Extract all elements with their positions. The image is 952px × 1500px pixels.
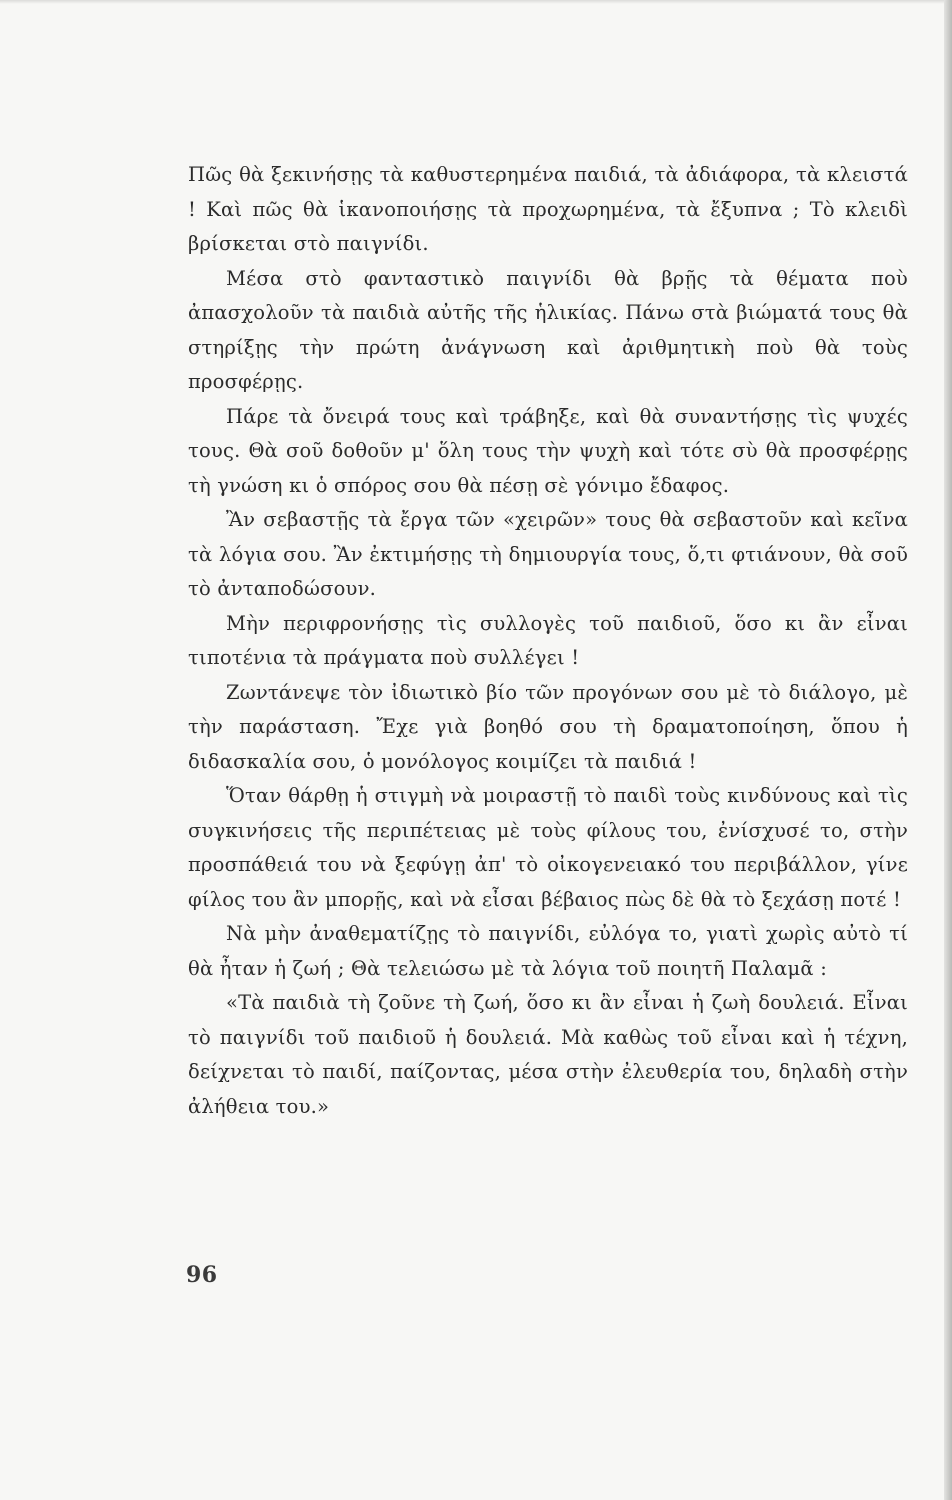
paragraph-quote: «Τὰ παιδιὰ τὴ ζοῦνε τὴ ζωή, ὅσο κι ἂν εἶναι ἡ ζωὴ δουλειά. Εἶναι τὸ παιγνίδι τοῦ παιδιοῦ ἡ δουλειά. Μὰ καθὼς τοῦ εἶναι καὶ ἡ τέχνη, δείχνεται τὸ παιδί, παίζοντας, μέσα στὴν ἐλευθερία του, δηλαδὴ στὴν ἀλήθεια του.»	[188, 991, 908, 1118]
paragraph: Νὰ μὴν ἀναθεματίζῃς τὸ παιγνίδι, εὐλόγα το, γιατὶ χωρὶς αὐτὸ τί θὰ ἦταν ἡ ζωή ; Θὰ τελειώσω μὲ τὰ λόγια τοῦ ποιητῆ Παλαμᾶ :	[188, 922, 908, 980]
paragraph: Ζωντάνεψε τὸν ἰδιωτικὸ βίο τῶν προγόνων σου μὲ τὸ διάλογο, μὲ τὴν παράσταση. Ἔχε γιὰ βοηθό σου τὴ δραματοποίηση, ὅπου ἡ διδασκαλία σου, ὁ μονόλογος κοιμίζει τὰ παιδιά !	[188, 680, 908, 773]
page-top-edge	[0, 0, 952, 4]
body-text	[188, 158, 908, 1124]
page-right-edge	[944, 0, 952, 1500]
paragraph: Ἂν σεβαστῇς τὰ ἔργα τῶν «χειρῶν» τους θὰ σεβαστοῦν καὶ κεῖνα τὰ λόγια σου. Ἂν ἐκτιμήσῃς τὴ δημιουργία τους, ὅ,τι φτιάνουν, θὰ σοῦ τὸ ἀνταποδώσουν.	[188, 508, 908, 600]
paragraph: Μὴν περιφρονήσῃς τὶς συλλογὲς τοῦ παιδιοῦ, ὅσο κι ἂν εἶναι τιποτένια τὰ πράγματα ποὺ συλλέγει !	[188, 611, 908, 669]
paragraph: Πάρε τὰ ὄνειρά τους καὶ τράβηξε, καὶ θὰ συναντήσῃς τὶς ψυχές τους. Θὰ σοῦ δοθοῦν μ' ὅλη τους τὴν ψυχὴ καὶ τότε σὺ θὰ προσφέρῃς τὴ γνώση κι ὁ σπόρος σου θὰ πέσῃ σὲ γόνιμο ἔδαφος.	[188, 404, 908, 497]
paragraph: Μέσα στὸ φανταστικὸ παιγνίδι θὰ βρῇς τὰ θέματα ποὺ ἀπασχολοῦν τὰ παιδιὰ αὐτῆς τῆς ἡλικίας. Πάνω στὰ βιώματά τους θὰ στηρίξῃς τὴν πρώτη ἀνάγνωση καὶ ἀριθμητικὴ ποὺ θὰ τοὺς προσφέρῃς.	[188, 266, 908, 393]
paragraph: Πῶς θὰ ξεκινήσῃς τὰ καθυστερημένα παιδιά, τὰ ἀδιάφορα, τὰ κλειστά ! Καὶ πῶς θὰ ἱκανοποιήσῃς τὰ προχωρημένα, τὰ ἔξυπνα ; Τὸ κλειδὶ βρίσκεται στὸ παιγνίδι.	[188, 163, 908, 255]
page-number: 96	[186, 1262, 218, 1288]
paragraph: Ὅταν θάρθῃ ἡ στιγμὴ νὰ μοιραστῇ τὸ παιδὶ τοὺς κινδύνους καὶ τὶς συγκινήσεις τῆς περιπέτειας μὲ τοὺς φίλους του, ἐνίσχυσέ το, στὴν προσπάθειά του νὰ ξεφύγῃ ἀπ' τὸ οἰκογενειακό του περιβάλλον, γίνε φίλος του ἂν μπορῇς, καὶ νὰ εἶσαι βέβαιος πὼς δὲ θὰ τὸ ξεχάσῃ ποτέ !	[188, 784, 908, 911]
